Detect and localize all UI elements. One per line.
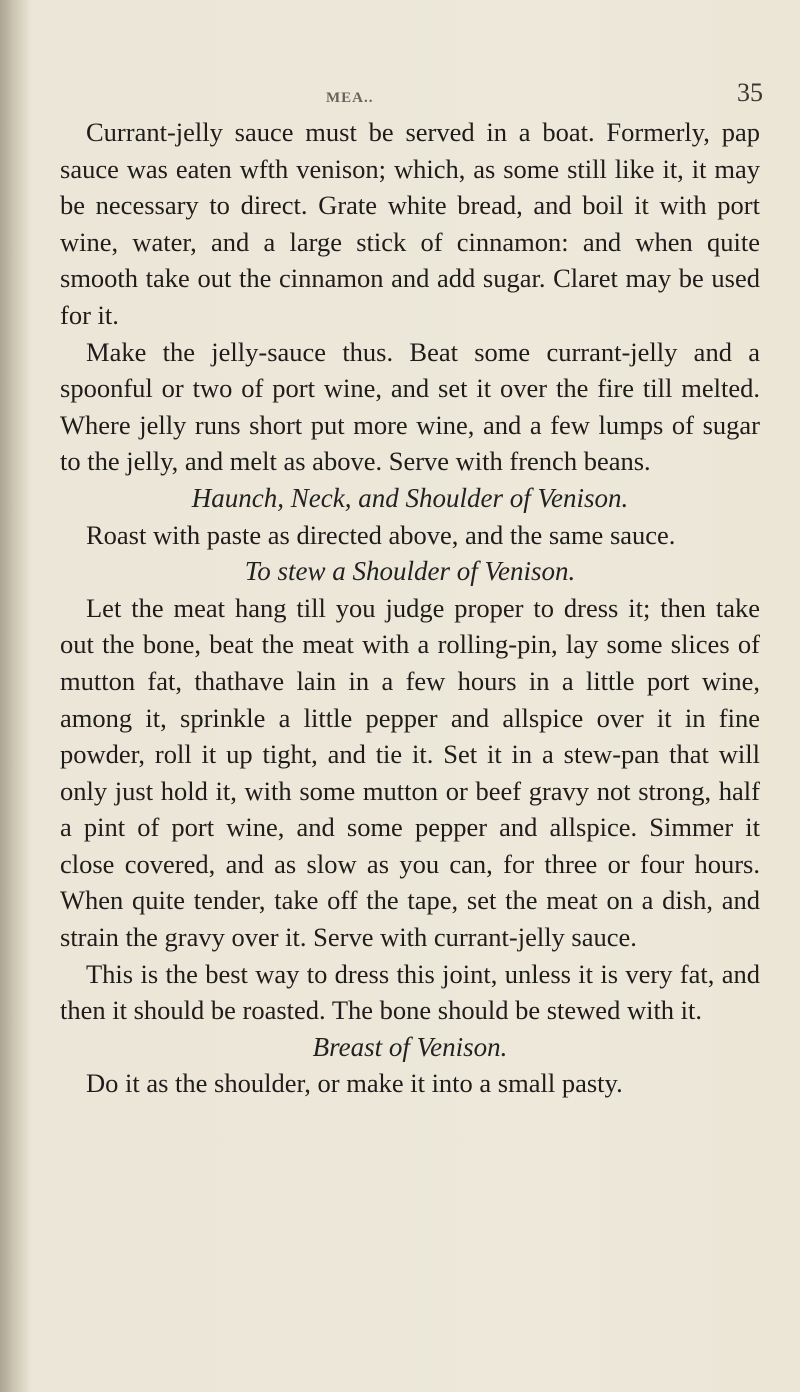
heading-stew-shoulder: To stew a Shoulder of Venison. — [244, 556, 576, 587]
heading-breast-of-venison: Breast of Venison. — [312, 1031, 508, 1062]
page-gutter-shadow — [0, 0, 30, 1392]
paragraph-stew-method: Let the meat hang till you judge proper to dress it; then take out the bone, beat the meat with a rolling-pin, lay some slices of mutton fat, thathave lain in a few hours in a little port wine, among it, sprinkle a little pepper and allspice over it in fine powder, roll it up tight, and tie it. Set it in a stew-pan that will only just hold it, with some mutton or beef gravy not strong, half a pint of port wine, and some pepper and allspice. Simmer it close covered, and as slow as you can, for three or four hours. When quite tender, take off the tape, set the meat on a dish, and strain the gravy over it. Serve with currant-jelly sauce. — [60, 592, 760, 953]
page-number: 35 — [737, 78, 763, 107]
paragraph-currant-jelly-sauce: Currant-jelly sauce must be served in a boat. Formerly, pap sauce was eaten wfth venison; which, as some still like it, it may be necessary to direct. Grate white bread, and boil it with port wine, water, and a large stick of cinnamon: and when quite smooth take out the cinnamon and add sugar. Claret may be used for it. — [60, 117, 760, 330]
paragraph-roast-with-paste: Roast with paste as directed above, and the same sauce. — [86, 519, 676, 550]
paragraph-breast-method: Do it as the shoulder, or make it into a small pasty. — [86, 1068, 623, 1099]
paragraph-best-way: This is the best way to dress this joint, unless it is very fat, and then it should be roasted. The bone should be stewed with it. — [60, 958, 760, 1026]
heading-haunch-neck-shoulder: Haunch, Neck, and Shoulder of Venison. — [191, 482, 629, 513]
page-text — [60, 114, 760, 1102]
running-header: MEA.. — [326, 90, 374, 106]
paragraph-jelly-sauce-method: Make the jelly-sauce thus. Beat some currant-jelly and a spoonful or two of port wine, and set it over the fire till melted. Where jelly runs short put more wine, and a few lumps of sugar to the jelly, and melt as above. Serve with french beans. — [60, 336, 760, 477]
